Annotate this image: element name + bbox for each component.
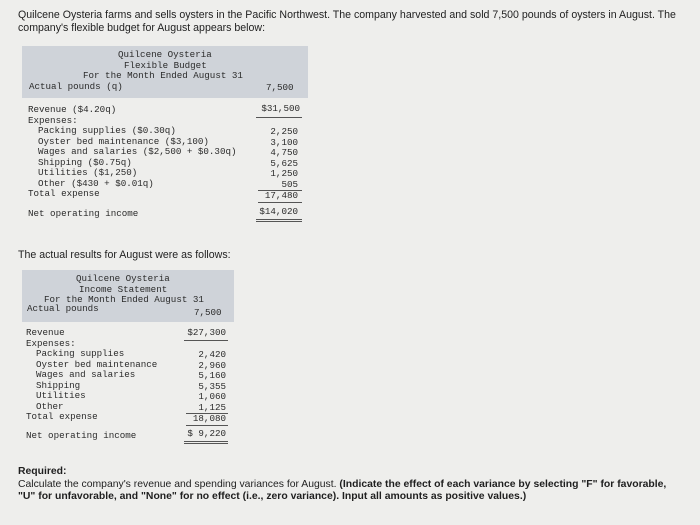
- total-expense-value: 17,480: [264, 190, 298, 201]
- actual-pounds-label: Actual pounds: [27, 303, 99, 314]
- expense-value: 1,125: [198, 401, 226, 413]
- actual-pounds-label: Actual pounds (q): [29, 80, 123, 92]
- flexible-budget-subtitle: Flexible Budget: [124, 59, 207, 71]
- net-income-value: $14,020: [259, 206, 298, 217]
- expense-label: Packing supplies ($0.30q): [38, 125, 176, 136]
- net-double-underline: [184, 441, 228, 442]
- revenue-label: Revenue: [26, 327, 65, 338]
- revenue-underline: [256, 117, 302, 118]
- expense-value: 1,060: [198, 391, 226, 402]
- expense-value: 1,250: [270, 168, 298, 179]
- net-income-label: Net operating income: [28, 208, 139, 219]
- total-underline: [258, 202, 302, 203]
- total-expense-label: Total expense: [26, 411, 98, 422]
- total-underline: [186, 425, 228, 426]
- expense-label: Utilities: [36, 390, 86, 401]
- expense-label: Oyster bed maintenance ($3,100): [38, 135, 209, 147]
- actual-pounds-value: 7,500: [266, 82, 294, 93]
- expense-label: Other: [36, 400, 64, 412]
- expense-label: Other ($430 + $0.01q): [38, 177, 154, 189]
- flexible-budget-table: [22, 46, 308, 226]
- revenue-value: $31,500: [261, 103, 300, 114]
- expense-label: Wages and salaries: [36, 369, 136, 380]
- net-double-underline: [184, 443, 228, 444]
- expense-value: 5,160: [198, 370, 226, 381]
- intro-paragraph: Quilcene Oysteria farms and sells oysters in the Pacific Northwest. The company harvested and sold 7,500 pounds of oysters in August. The company's flexible budget for August appears below:: [18, 9, 676, 34]
- actual-pounds-value: 7,500: [194, 307, 222, 318]
- income-statement-period: For the Month Ended August 31: [44, 294, 204, 305]
- flexible-budget-title: Quilcene Oysteria: [118, 49, 212, 60]
- expense-label: Oyster bed maintenance: [36, 358, 158, 370]
- required-text: Calculate the company's revenue and spending variances for August.: [18, 478, 337, 490]
- expense-value: 505: [281, 178, 298, 190]
- revenue-label: Revenue ($4.20q): [28, 104, 117, 115]
- required-instructions: [18, 466, 686, 504]
- flexible-budget-header: [22, 46, 308, 98]
- revenue-value: $27,300: [187, 327, 226, 338]
- expense-value: 3,100: [270, 136, 298, 148]
- expenses-label: Expenses:: [26, 337, 76, 349]
- revenue-underline: [184, 340, 228, 341]
- expense-value: 2,960: [198, 359, 226, 371]
- net-income-label: Net operating income: [26, 430, 137, 441]
- required-instruction-note: (Indicate the effect of each variance by selecting "F" for favorable, "U" for unfavorable, and "None" for no effect (i.e., zero variance). Input all amounts as positive values.): [18, 478, 667, 502]
- expense-label: Shipping: [36, 379, 81, 391]
- expense-value: 4,750: [270, 147, 298, 158]
- expense-value: 5,625: [270, 157, 298, 169]
- expense-label: Packing supplies: [36, 348, 125, 359]
- expense-value: 5,355: [198, 380, 226, 392]
- income-statement-table: [22, 270, 234, 450]
- flexible-budget-period: For the Month Ended August 31: [83, 70, 243, 81]
- total-expense-value: 18,080: [192, 413, 226, 424]
- required-heading: Required:: [18, 466, 67, 477]
- net-double-underline: [256, 221, 302, 222]
- expenses-label: Expenses:: [28, 114, 78, 126]
- expense-value: 2,420: [198, 349, 226, 360]
- income-statement-subtitle: Income Statement: [79, 283, 168, 295]
- actual-results-intro: The actual results for August were as follows:: [18, 249, 231, 261]
- income-statement-header: [22, 270, 234, 322]
- total-expense-label: Total expense: [28, 188, 100, 199]
- expense-label: Utilities ($1,250): [38, 167, 138, 178]
- expense-value: 2,250: [270, 126, 298, 137]
- net-income-value: $ 9,220: [187, 428, 226, 439]
- expense-label: Wages and salaries ($2,500 + $0.30q): [38, 146, 237, 157]
- expense-label: Shipping ($0.75q): [38, 156, 132, 168]
- net-double-underline: [256, 219, 302, 220]
- income-statement-title: Quilcene Oysteria: [76, 273, 170, 284]
